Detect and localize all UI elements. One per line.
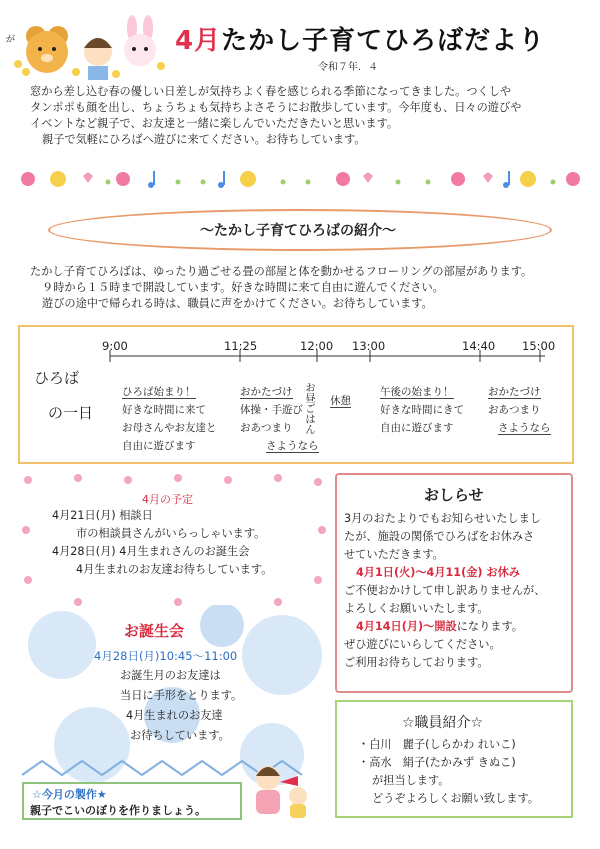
mother-child-icon [250,760,320,820]
seisaku-title: ☆今月の製作★ [32,788,107,801]
yotei-line: 4月21日(月) 相談日 [52,509,153,522]
schedule-col-afternoon: 午後の始まり！ 好きな時間にきて 自由に遊びます [380,386,464,434]
time-label: 15:00 [522,339,556,353]
birthday-date: 4月28日(月)10:45～11:00 [94,649,238,663]
time-label: 11:25 [224,339,258,353]
schedule-col-lunch: お昼ごはん [304,382,316,435]
issue-date: 令和７年．４ [318,62,378,73]
oshirase-text: 3月のおたよりでもお知らせいたしまし たが、施設の関係でひろばをお休みさ せていただきます。 4月1日(火)～4月11(金) お休み ご不便おかけして申し訳ありませんが、 よろしくお願いいたします。 4月14日(月)～開設になります。 ぜひ遊びにいらしてください。 ご利用お待ちしております。 [344,512,546,669]
header-illustration [6,14,171,82]
ga-glyph: が [6,35,16,45]
reopen-date: 4月14日(月)～開設 [356,620,457,633]
koinobori-icon [280,776,298,786]
time-label: 14:40 [462,339,496,353]
kid-icon [84,38,112,80]
schedule-col-break: 休憩 [330,395,351,407]
time-label: 13:00 [352,339,386,353]
page-title: 4月たかし子育てひろばだより [175,26,546,56]
schedule-col-goodbye: おかたづけ おあつまり さようなら [488,386,551,434]
bunny-icon [124,15,156,66]
yotei-line: 4月生まれのお友達お待ちしています。 [76,563,273,576]
intro-paragraph: たかし子育てひろばは、ゆったり過ごせる畳の部屋と体を動かせるフローリングの部屋があります。 ９時から１５時まで開設しています。好きな時間に来て自由に遊んでください。 遊びの途中で帰られる時は、職員に声をかけてください。お待ちしています。 [30,265,533,310]
time-label: 12:00 [300,339,334,353]
schedule-label: の一日 [48,404,94,422]
yotei-line: 市の相談員さんがいらっしゃいます。 [76,527,266,540]
birthday-text: お誕生月のお友達は 当日に手形をとります。 4月生まれのお友達 お待ちしています。 [120,669,243,742]
greeting-paragraph: 窓から差し込む春の優しい日差しが気持ちよく春を感じられる季節になってきました。つくしや タンポポも顔を出し、ちょうちょも気持ちよさそうにお散歩しています。今年度も、日々の遊びや イベントなど親子で、お友達と一緒に楽しんでいただきたいと思います。 親子で気軽にひろばへ遊びに来てください。お待ちしています。 [30,85,522,146]
oshirase-title: おしらせ [424,486,484,504]
birthday-title: お誕生会 [124,622,185,640]
schedule-col-cleanup: おかたづけ 体操・手遊び おあつまり さようなら [240,386,319,452]
schedule-col-morning: ひろば始まり！ 好きな時間に来て お母さんやお友達と 自由に遊びます [122,386,217,452]
flower-icon [21,172,580,186]
heart-icon [83,172,493,183]
time-label: 9:00 [102,339,128,353]
yotei-line: 4月28日(月) 4月生まれさんのお誕生会 [52,545,250,558]
staff-title: ☆職員紹介☆ [402,715,484,731]
closed-notice: 4月1日(火)～4月11(金) お休み [356,566,520,579]
staff-text: ・白川 麗子(しらかわ れいこ) ・高水 絹子(たかみず きぬこ) が担当します。 どうぞよろしくお願い致します。 [358,738,539,805]
schedule-label: ひろば [34,369,80,387]
decorative-border [18,168,583,190]
yotei-title: 4月の予定 [142,493,193,506]
seisaku-text: 親子でこいのぼりを作りましょう。 [30,804,206,817]
intro-title: ～たかし子育てひろばの紹介～ [200,223,396,239]
bear-icon [26,26,68,73]
